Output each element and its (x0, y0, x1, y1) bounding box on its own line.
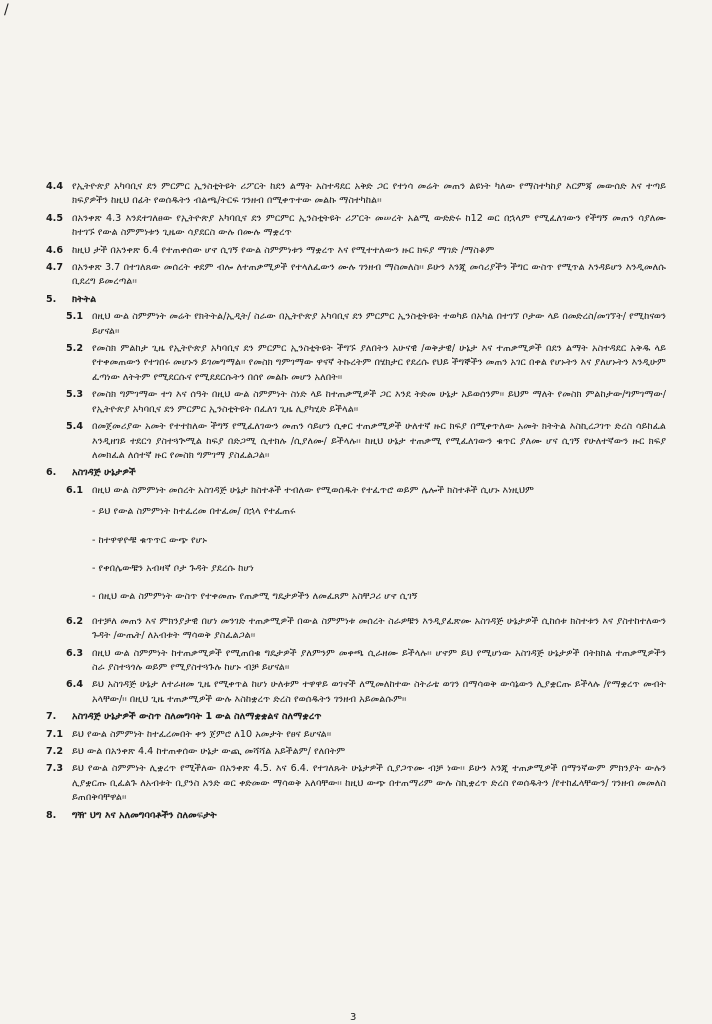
clause-number: 7. (46, 711, 57, 723)
clause-number: 8. (46, 809, 57, 821)
section-heading (46, 293, 666, 307)
clause-number: 5.4 (66, 421, 83, 433)
section-heading-text: ግዥ ህግ እና አለመግባባቶችን ስለመፍታት (72, 809, 217, 821)
clause-text: ይህ የውል ስምምነት ከተፈረመበት ቀን ጀምሮ ለ10 አመታት የፀና ይሆናል፡፡ (72, 728, 332, 740)
page-number: 3 (350, 1012, 357, 1023)
clause-number: 6.3 (66, 647, 83, 659)
section-heading (46, 466, 666, 480)
clause-number: 7.3 (46, 763, 63, 775)
clause-number: 5.2 (66, 343, 83, 355)
document-body (46, 180, 666, 826)
clause (46, 180, 666, 209)
clause (46, 261, 666, 290)
clause-text: በመጀመሪያው አመት የተተከለው ችግኝ የሚፈለገውን መጠን ሳይሆን ሲቀር ተጠቃሚዎች ሁለተኛ ዙር ክፍያ በሚቀጥለው አመት ክትትል እስኪረጋገጥ ድረስ ሳይከፈል እንዲዘገይ ተደርጎ ያስተጓጕሚል ከፍያ በድጋሚ ሲተክሉ /ሲያለሙ/ ይችላሉ፡፡ ከዚህ ሁኔታ ተጠቃሚ የሚፈለገውን ቁጥር ያለሙ ሆና ሲገኝ የሁለተኛውን ዙር ክፍያ ለመክፈል ለሰተኛ ዙር የመስክ ግምገማ ያስፈልጋል፡፡ (92, 421, 666, 461)
clause-number: 5.3 (66, 389, 83, 401)
clause-text: በአንቀጽ 3.7 በተገለጸው መሰረት ቀደም ብሎ ለተጠቃሚዎች የተላለፈውን ሙሉ ገንዘብ ማስመለስ፡፡ ይሁን እንጂ መሳሪያችን ችግር ውስጥ የሚጥል እንዳይሆን እንዲመለሱ ቢደረግ ይመረጣል፡፡ (72, 262, 666, 288)
clause-number: 6.1 (66, 484, 83, 496)
clause-number: 5.1 (66, 311, 83, 323)
clause-text: በተቻለ መጠን እና ምክንያታዊ በሆነ መንገድ ተጠቃሚዎች በውል ስምምነቱ መሰረት ስራዎቹን እንዲያፈጽሙ አስገዳጅ ሁኔታዎች ሲከሰቱ ክስተቱን እና ያስተከተለውን ጉዳት /ውጤት/ ለአብቱት ማሳወቅ ያስፈልጋል፡፡ (92, 615, 666, 642)
clause-text: በዚህ ውል ስምምነት መሬት የክትትል/ኢዲት/ ስራው በኢትዮጵያ አካባቢና ደን ምርምር ኢንስቲትዩት ተወካይ በአካል በተገኘ ቦታው ላይ በመድረስ/መገኘት/ የሚከናወን ይሆናል፡፡ (92, 311, 666, 337)
section-heading-text: አስገዳጅ ሁኔታዎች (72, 467, 136, 479)
clause (46, 342, 666, 385)
corner-mark: / (4, 2, 9, 18)
clause (46, 310, 666, 339)
clause (46, 484, 666, 498)
clause-text: ይህ ውል በአንቀጽ 4.4 ከተጠቀሰው ሁኔታ ውጪ መሻሻል አይችልም/ የለበትም (72, 746, 346, 757)
clause-number: 4.4 (46, 181, 63, 192)
clause (46, 388, 666, 417)
list-item: - የቀበሌውቹን አብዛኛ ቦታ ጉዳት ያደረሱ ከሆነ (92, 562, 254, 574)
clause (46, 212, 666, 241)
clause-text: የመስክ ግምገማው ተጎ እና ሰዓት በዚህ ውል ስምምነት ስነድ ላይ ከተጠቃሚዎች ጋር እንደ ትድመ ሁኔታ አይወሰንም፡፡ ይህም ማለት የመስክ ምልከታው/ግምገማው/ የኢትዮጵያ አካባቢና ደን ምርምር ኢንስቲትዩት በፈለገ ጊዜ ሊያካሂድ ይችላል፡፡ (92, 389, 666, 415)
clause-number: 6.4 (66, 679, 83, 691)
clause-number: 7.2 (46, 746, 63, 757)
clause-text: ይህ አስገዳጅ ሁኔታ ለተራዘመ ጊዜ የሚቀጥል ከሆነ ሁለቱም ተዋዋይ ወገኖች ለሚመለከተው ስትራቴ ወገን በማሳወቅ ውሳኔውን ሊያቋርጡ ይችላሉ /የማቋረጥ መብት አላቸው/፡፡ በዚህ ጊዜ ተጠቃሚዎች ውሉ እስከቋረጥ ድረስ የወሰዱትን ገንዘብ አይመልሱም፡፡ (92, 679, 666, 705)
clause-text: በዚህ ውል ስምምነት መሰረት አስገዳጅ ሁኔታ ክስተቶች ተብለው የሚወሰዱት የተፈጥሮ ወይም ሌሎች ክስተቶች ሲሆኑ እነዚህም (92, 484, 534, 496)
list-item: - ከተዋዋዮቹ ቁጥጥር ውጭ የሆኑ (92, 534, 207, 546)
clause (46, 678, 666, 707)
clause-text: በዚህ ውል ስምምነት ከተጠቃሚዎች የሚጠበቁ ግዴታዎች ያለምንም መቀጫ ሲራዘሙ ይችላሉ፡፡ ሆኖም ይህ የሚሆነው አስገዳጅ ሁኔታዎች በትክክል ተጠቃሚዎችን ስራ ያስተጓጎሉ ወይም የሚያስተጓጉሉ ከሆኑ ብቻ ይሆናል፡፡ (92, 647, 666, 673)
clause-number: 6.2 (66, 615, 83, 627)
clause (46, 745, 666, 759)
clause-number: 7.1 (46, 728, 63, 740)
clause (46, 615, 666, 644)
clause-text: ይህ የውል ስምምነት ሊቋረጥ የሚችለው በአንቀጽ 4.5. እና 6.4. የተገለጹት ሁኔታዎች ሲያጋጥሙ ብቻ ነው፡፡ ይሁን እንጂ ተጠቃሚዎች በማንኛውም ምክንያት ውሉን ሊያቋርጡ ቢፈልጉ ለአብቱት ቢያንስ አንድ ወር ቀድመው ማሳወቅ አለባቸው፡፡ ከዚህ ውጭ በተጠማሪም ውሉ ስኪቋረጥ ድረስ የወሰዱትን /የተከፈላቸውን/ ገንዘብ መመለስ ይጠበቅባቸዋል፡፡ (72, 763, 666, 804)
clause-number: 4.6 (46, 244, 63, 256)
clause-text: በአንቀጽ 4.3 እንደተገለፀው የኢትዮጵያ አካባቢና ደን ምርምር ኢንስቲትዩት ሪፖርት መሠረት አልሚ ውድድሩ ከ12 ወር በኋላም የሚፈለገውን የችግኝ መጠን ሳያለሙ ከተገኙ የውል ስምምነቱን ጊዜው ሳያደርስ ውሉ በሙሉ ማቋረጥ (72, 212, 666, 239)
section-heading (46, 710, 666, 724)
section-heading-text: ክትትል (72, 293, 97, 305)
clause (46, 647, 666, 676)
clause (46, 762, 666, 805)
clause-number: 6. (46, 467, 57, 479)
clause-text: የመስክ ምልከታ ጊዜ የኢትዮጵያ አካባቢና ደን ምርምር ኢንስቲትዩት ችግኙ ያለበትን አሁናዊ /ወቅታዊ/ ሁኔታ እና ተጠቃሚዎች በደን ልማት አስተዳደር አቅዱ ላይ የተቀመጠውን የተገበሩ መሆኑን ይገመግማል፡፡ የመስክ ግምገማው ዋናኛ ትኩረትም በሄክታር የደረሱ የህይ ችግኞችን መጠን አገር በቀል የሆኑትን እና ያለሆኑትን እንዲሁም ፈጣነው ለትትም የሚደርሱና የሚደደርሱትን በሰየ መልኩ መሆን አለበት፡፡ (92, 343, 666, 383)
section-heading-text: አስገዳጅ ሁኔታዎች ውስጥ ስለመግባት 1 ውል ስለማቋቋልና ስለማቋረጥ (72, 711, 322, 723)
clause-number: 4.7 (46, 262, 63, 274)
clause (46, 244, 666, 258)
clause-number: 4.5 (46, 212, 63, 224)
clause (46, 420, 666, 463)
clause (46, 728, 666, 742)
clause-number: 5. (46, 293, 57, 305)
list-item: - ይህ የውል ስምምነት ከተፈረመ በተፈመ/ በኋላ የተፈጠሩ (92, 506, 296, 518)
clause-text: ከዚህ ታች በአንቀጽ 6.4 የተጠቀሰው ሆኖ ሲገኝ የውል ስምምነቱን ማቋረጥ እና የሚተተለውን ዙር ክፍያ ማገድ /ማስቆም (72, 244, 495, 256)
list-item: - በዚህ ውል ስምምነት ውስጥ የተቀመጡ የጠቃሚ ግዴታዎችን ለመፈጸም አስቸጋሪ ሆኖ ሲገኝ (92, 591, 418, 603)
section-heading (46, 809, 666, 823)
clause-text: የኢትዮጵያ አካባቢና ደን ምርምር ኢንስቲትዩት ሪፖርት ከደን ልማት አስተዳደር አቅድ ጋር የተነሳ መሬት መጠን ልዩነት ካለው የማስተካከያ እርምጃ መውሰድ እና ተጣይ ክፍያዎችን ከዚህ በፊት የወሰዱትን ብልጫ/ትርፍ ገንዘብ በሚቀጥተው መልኩ ማስተካከል፡፡ (72, 181, 666, 207)
